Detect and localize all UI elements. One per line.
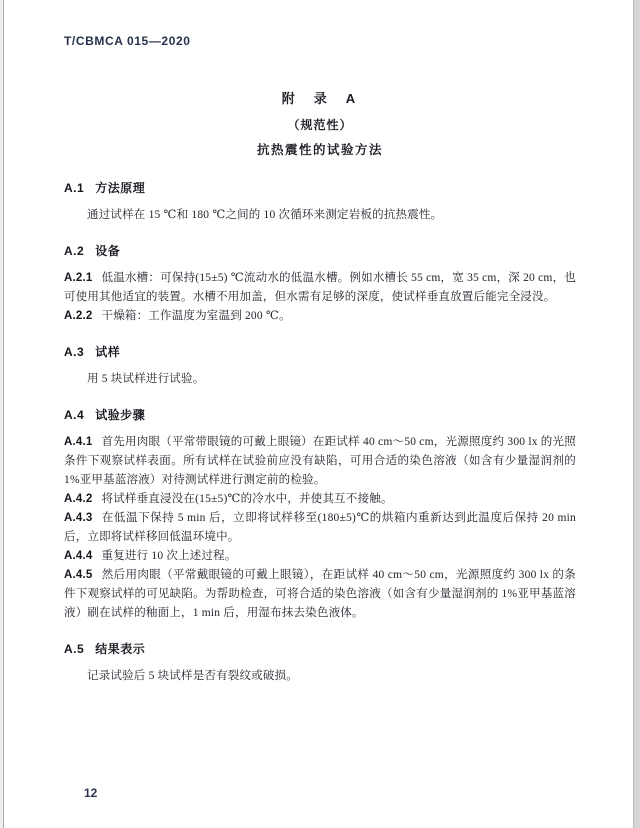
paragraph (64, 206, 576, 225)
appendix-subject: 抗热震性的试验方法 (256, 143, 383, 157)
section-heading-a1 (64, 179, 576, 196)
paragraph-text: 重复进行 10 次上述过程。 (101, 550, 237, 562)
section-heading-a2 (64, 242, 576, 259)
section-title: 试验步骤 (95, 408, 146, 422)
clause-label: A.4.1 (64, 436, 93, 448)
paragraph (64, 433, 576, 490)
paragraph (64, 490, 576, 509)
section-id: A.5 (64, 642, 85, 656)
section-heading-a3 (64, 343, 576, 360)
paragraph-text: 在低温下保持 5 min 后，立即将试样移至(180±5)℃的烘箱内重新达到此温度后保持 20 min 后，立即将试样移回低温环境中。 (64, 512, 576, 543)
paragraph-text: 通过试样在 15 ℃和 180 ℃之间的 10 次循环来测定岩板的抗热震性。 (87, 209, 443, 221)
section-title: 结果表示 (95, 642, 146, 656)
paragraph-text: 将试样垂直浸没在(15±5)℃的冷水中，并使其互不接触。 (101, 493, 393, 505)
paragraph (64, 370, 576, 389)
section-heading-a5 (64, 640, 576, 657)
section-title: 试样 (95, 345, 121, 359)
section-title: 方法原理 (95, 181, 146, 195)
section-id: A.1 (64, 181, 85, 195)
clause-label: A.4.2 (64, 493, 93, 505)
appendix-title-block (64, 88, 576, 158)
clause-label: A.2.1 (64, 272, 93, 284)
paragraph-text: 干燥箱：工作温度为室温到 200 ℃。 (101, 310, 291, 322)
clause-label: A.4.5 (64, 569, 93, 581)
paragraph-text: 首先用肉眼（平常带眼镜的可戴上眼镜）在距试样 40 cm～50 cm，光源照度约 300 lx 的光照条件下观察试样表面。所有试样在试验前应没有缺陷，可用合适的染色溶液（如含有少量湿润剂的 1%亚甲基蓝溶液）对待测试样进行测定前的检验。 (64, 436, 576, 486)
appendix-normative-label: （规范性） (287, 118, 353, 132)
clause-label: A.2.2 (64, 310, 93, 322)
paragraph-text: 用 5 块试样进行试验。 (87, 373, 205, 385)
paragraph (64, 667, 576, 686)
section-heading-a4 (64, 406, 576, 423)
paragraph-text: 低温水槽：可保持(15±5) ℃流动水的低温水槽。例如水槽长 55 cm，宽 35 cm，深 20 cm，也可使用其他适宜的装置。水槽不用加盖，但水需有足够的深度，使试样垂直放置后能完全浸没。 (64, 272, 576, 303)
paragraph (64, 307, 576, 326)
section-id: A.3 (64, 345, 85, 359)
clause-label: A.4.4 (64, 550, 93, 562)
paragraph (64, 509, 576, 547)
appendix-title: 附 录 A (281, 91, 359, 106)
paragraph (64, 566, 576, 623)
paragraph (64, 269, 576, 307)
section-id: A.2 (64, 244, 85, 258)
page-left-edge (0, 0, 4, 828)
page-number: 12 (84, 786, 98, 800)
page-content (64, 0, 576, 686)
paragraph-text: 记录试验后 5 块试样是否有裂纹或破损。 (87, 670, 298, 682)
standard-number: T/CBMCA 015—2020 (64, 34, 191, 48)
clause-label: A.4.3 (64, 512, 93, 524)
page-right-edge (633, 0, 640, 828)
paragraph-text: 然后用肉眼（平常戴眼镜的可戴上眼镜），在距试样 40 cm～50 cm，光源照度约 300 lx 的条件下观察试样的可见缺陷。为帮助检查，可将合适的染色溶液（如含有少量湿润剂的 1%亚甲基蓝溶液）刷在试样的釉面上，1 min 后，用湿布抹去染色液体。 (64, 569, 576, 619)
section-title: 设备 (95, 244, 121, 258)
paragraph (64, 547, 576, 566)
section-id: A.4 (64, 408, 85, 422)
